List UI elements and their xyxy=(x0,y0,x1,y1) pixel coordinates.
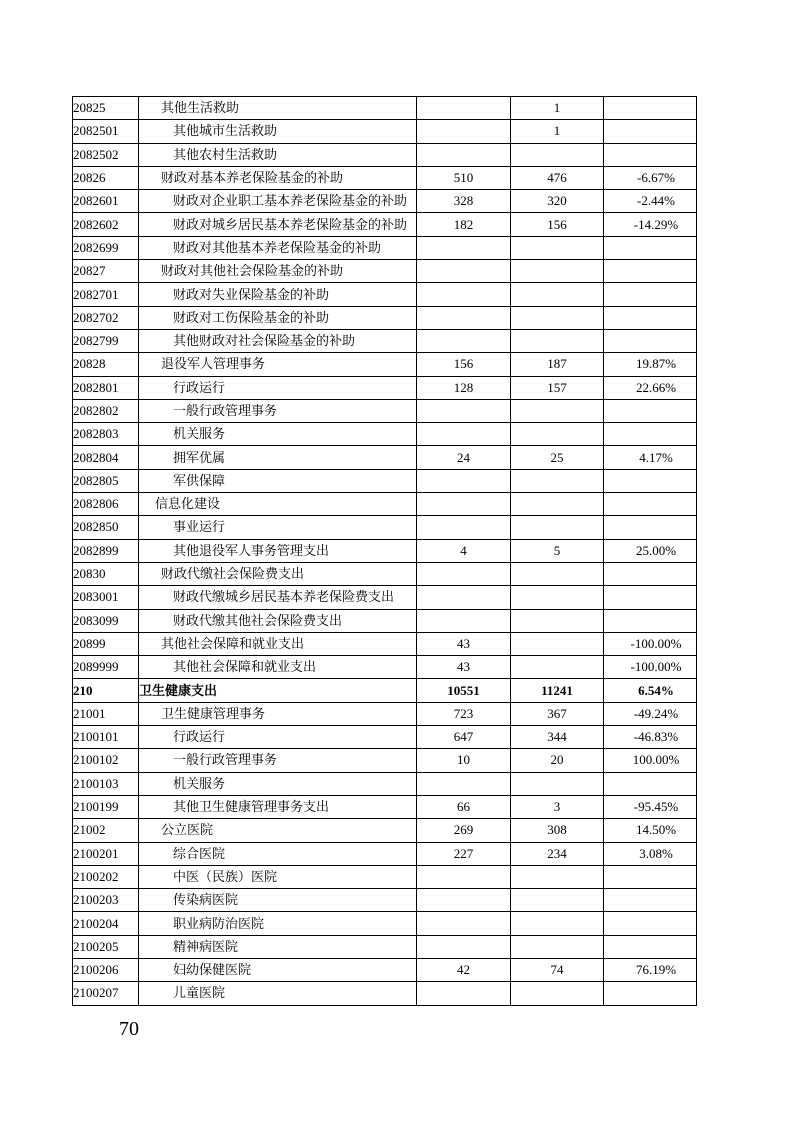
row-growth-rate: 22.66% xyxy=(604,376,697,399)
row-prev-value xyxy=(417,586,511,609)
row-growth-rate: 76.19% xyxy=(604,958,697,981)
table-row xyxy=(73,306,697,329)
table-row xyxy=(73,166,697,189)
table-row xyxy=(73,586,697,609)
row-growth-rate xyxy=(604,236,697,259)
row-code: 2082801 xyxy=(73,376,139,399)
row-code: 2082803 xyxy=(73,423,139,446)
row-growth-rate xyxy=(604,586,697,609)
row-code: 2082804 xyxy=(73,446,139,469)
row-curr-value: 25 xyxy=(511,446,604,469)
row-growth-rate: -100.00% xyxy=(604,632,697,655)
row-prev-value xyxy=(417,469,511,492)
row-name: 中医（民族）医院 xyxy=(139,865,417,888)
row-code: 2082899 xyxy=(73,539,139,562)
row-prev-value xyxy=(417,562,511,585)
table-row xyxy=(73,935,697,958)
row-prev-value xyxy=(417,516,511,539)
row-code: 20899 xyxy=(73,632,139,655)
row-curr-value xyxy=(511,935,604,958)
row-code: 2100201 xyxy=(73,842,139,865)
row-prev-value xyxy=(417,399,511,422)
row-code: 2100102 xyxy=(73,749,139,772)
table-row xyxy=(73,190,697,213)
row-prev-value: 43 xyxy=(417,632,511,655)
row-growth-rate xyxy=(604,772,697,795)
table-row xyxy=(73,493,697,516)
row-prev-value xyxy=(417,283,511,306)
row-name: 妇幼保健医院 xyxy=(139,958,417,981)
row-curr-value xyxy=(511,982,604,1005)
table-row xyxy=(73,353,697,376)
row-code: 2100204 xyxy=(73,912,139,935)
table-row xyxy=(73,236,697,259)
row-prev-value xyxy=(417,329,511,352)
table-row xyxy=(73,423,697,446)
row-code: 2089999 xyxy=(73,656,139,679)
row-prev-value xyxy=(417,772,511,795)
row-prev-value xyxy=(417,912,511,935)
row-growth-rate xyxy=(604,306,697,329)
table-row xyxy=(73,772,697,795)
row-growth-rate: 4.17% xyxy=(604,446,697,469)
row-code: 2100203 xyxy=(73,889,139,912)
row-growth-rate xyxy=(604,399,697,422)
row-curr-value: 156 xyxy=(511,213,604,236)
row-prev-value: 24 xyxy=(417,446,511,469)
row-growth-rate xyxy=(604,935,697,958)
row-prev-value xyxy=(417,423,511,446)
row-curr-value xyxy=(511,260,604,283)
row-prev-value xyxy=(417,609,511,632)
row-name: 财政对城乡居民基本养老保险基金的补助 xyxy=(139,213,417,236)
row-name: 综合医院 xyxy=(139,842,417,865)
row-prev-value: 43 xyxy=(417,656,511,679)
row-curr-value xyxy=(511,236,604,259)
row-name: 财政代缴其他社会保险费支出 xyxy=(139,609,417,632)
row-name: 其他退役军人事务管理支出 xyxy=(139,539,417,562)
row-curr-value xyxy=(511,562,604,585)
row-curr-value: 320 xyxy=(511,190,604,213)
row-code: 2082601 xyxy=(73,190,139,213)
row-name: 拥军优属 xyxy=(139,446,417,469)
row-name: 其他城市生活救助 xyxy=(139,120,417,143)
row-growth-rate: -6.67% xyxy=(604,166,697,189)
row-growth-rate: -46.83% xyxy=(604,726,697,749)
table-row xyxy=(73,376,697,399)
row-prev-value: 182 xyxy=(417,213,511,236)
row-name: 财政对工伤保险基金的补助 xyxy=(139,306,417,329)
row-growth-rate: -49.24% xyxy=(604,702,697,725)
row-curr-value: 157 xyxy=(511,376,604,399)
row-name: 退役军人管理事务 xyxy=(139,353,417,376)
row-code: 2082602 xyxy=(73,213,139,236)
budget-table-body xyxy=(73,97,697,1006)
row-code: 2082502 xyxy=(73,143,139,166)
row-code: 2083001 xyxy=(73,586,139,609)
table-row xyxy=(73,97,697,120)
table-row xyxy=(73,329,697,352)
table-row xyxy=(73,120,697,143)
row-code: 20828 xyxy=(73,353,139,376)
row-name: 儿童医院 xyxy=(139,982,417,1005)
row-prev-value xyxy=(417,260,511,283)
row-code: 20827 xyxy=(73,260,139,283)
table-row xyxy=(73,819,697,842)
row-code: 2082799 xyxy=(73,329,139,352)
row-code: 20826 xyxy=(73,166,139,189)
row-name: 其他社会保障和就业支出 xyxy=(139,632,417,655)
row-growth-rate xyxy=(604,562,697,585)
table-row xyxy=(73,446,697,469)
row-prev-value xyxy=(417,306,511,329)
row-name: 军供保障 xyxy=(139,469,417,492)
row-growth-rate xyxy=(604,260,697,283)
row-growth-rate xyxy=(604,516,697,539)
row-prev-value: 128 xyxy=(417,376,511,399)
row-curr-value xyxy=(511,609,604,632)
table-row xyxy=(73,632,697,655)
row-prev-value xyxy=(417,143,511,166)
row-name: 职业病防治医院 xyxy=(139,912,417,935)
row-name: 财政代缴社会保险费支出 xyxy=(139,562,417,585)
row-growth-rate: 14.50% xyxy=(604,819,697,842)
row-growth-rate xyxy=(604,982,697,1005)
table-row xyxy=(73,795,697,818)
row-growth-rate: 6.54% xyxy=(604,679,697,702)
row-prev-value: 156 xyxy=(417,353,511,376)
table-row xyxy=(73,842,697,865)
table-row xyxy=(73,982,697,1005)
row-curr-value xyxy=(511,632,604,655)
row-prev-value: 269 xyxy=(417,819,511,842)
row-curr-value xyxy=(511,889,604,912)
row-growth-rate: 3.08% xyxy=(604,842,697,865)
row-code: 2082805 xyxy=(73,469,139,492)
row-code: 2100205 xyxy=(73,935,139,958)
row-growth-rate: -95.45% xyxy=(604,795,697,818)
table-row xyxy=(73,539,697,562)
row-code: 2100199 xyxy=(73,795,139,818)
row-name: 财政对其他社会保险基金的补助 xyxy=(139,260,417,283)
table-row xyxy=(73,656,697,679)
row-code: 2100101 xyxy=(73,726,139,749)
row-curr-value xyxy=(511,516,604,539)
row-name: 一般行政管理事务 xyxy=(139,749,417,772)
row-code: 21002 xyxy=(73,819,139,842)
row-curr-value: 187 xyxy=(511,353,604,376)
row-code: 2100202 xyxy=(73,865,139,888)
row-curr-value: 5 xyxy=(511,539,604,562)
row-prev-value xyxy=(417,236,511,259)
row-growth-rate: 25.00% xyxy=(604,539,697,562)
row-name: 信息化建设 xyxy=(139,493,417,516)
row-curr-value: 20 xyxy=(511,749,604,772)
row-code: 210 xyxy=(73,679,139,702)
row-name: 其他农村生活救助 xyxy=(139,143,417,166)
table-row xyxy=(73,469,697,492)
row-growth-rate: -100.00% xyxy=(604,656,697,679)
table-row xyxy=(73,213,697,236)
table-row xyxy=(73,679,697,702)
row-growth-rate xyxy=(604,423,697,446)
row-code: 2100206 xyxy=(73,958,139,981)
row-name: 其他生活救助 xyxy=(139,97,417,120)
row-growth-rate xyxy=(604,889,697,912)
row-name: 其他社会保障和就业支出 xyxy=(139,656,417,679)
table-row xyxy=(73,702,697,725)
row-curr-value: 3 xyxy=(511,795,604,818)
row-growth-rate xyxy=(604,912,697,935)
row-curr-value xyxy=(511,656,604,679)
row-prev-value: 328 xyxy=(417,190,511,213)
row-name: 机关服务 xyxy=(139,423,417,446)
row-curr-value xyxy=(511,772,604,795)
row-name: 财政对失业保险基金的补助 xyxy=(139,283,417,306)
row-prev-value: 10551 xyxy=(417,679,511,702)
row-prev-value xyxy=(417,865,511,888)
row-name: 一般行政管理事务 xyxy=(139,399,417,422)
row-prev-value: 4 xyxy=(417,539,511,562)
row-growth-rate: -14.29% xyxy=(604,213,697,236)
row-name: 财政代缴城乡居民基本养老保险费支出 xyxy=(139,586,417,609)
row-name: 事业运行 xyxy=(139,516,417,539)
row-prev-value: 42 xyxy=(417,958,511,981)
row-prev-value: 647 xyxy=(417,726,511,749)
row-name: 卫生健康管理事务 xyxy=(139,702,417,725)
row-code: 20830 xyxy=(73,562,139,585)
row-name: 卫生健康支出 xyxy=(139,679,417,702)
row-prev-value: 66 xyxy=(417,795,511,818)
page-number: 70 xyxy=(119,1018,139,1040)
row-curr-value xyxy=(511,143,604,166)
row-curr-value: 476 xyxy=(511,166,604,189)
row-prev-value: 723 xyxy=(417,702,511,725)
row-name: 财政对企业职工基本养老保险基金的补助 xyxy=(139,190,417,213)
row-prev-value xyxy=(417,493,511,516)
table-row xyxy=(73,865,697,888)
row-code: 2100103 xyxy=(73,772,139,795)
row-curr-value xyxy=(511,306,604,329)
row-code: 2082699 xyxy=(73,236,139,259)
row-code: 2082501 xyxy=(73,120,139,143)
row-code: 20825 xyxy=(73,97,139,120)
row-growth-rate: -2.44% xyxy=(604,190,697,213)
row-name: 财政对基本养老保险基金的补助 xyxy=(139,166,417,189)
row-curr-value: 74 xyxy=(511,958,604,981)
row-prev-value xyxy=(417,982,511,1005)
row-growth-rate xyxy=(604,865,697,888)
table-row xyxy=(73,562,697,585)
row-prev-value: 10 xyxy=(417,749,511,772)
row-prev-value: 510 xyxy=(417,166,511,189)
row-name: 其他财政对社会保险基金的补助 xyxy=(139,329,417,352)
row-curr-value xyxy=(511,865,604,888)
row-curr-value: 308 xyxy=(511,819,604,842)
row-code: 2100207 xyxy=(73,982,139,1005)
row-name: 传染病医院 xyxy=(139,889,417,912)
table-row xyxy=(73,958,697,981)
row-prev-value xyxy=(417,889,511,912)
table-row xyxy=(73,143,697,166)
row-code: 2082806 xyxy=(73,493,139,516)
table-row xyxy=(73,516,697,539)
row-curr-value xyxy=(511,283,604,306)
row-code: 2082802 xyxy=(73,399,139,422)
row-curr-value: 367 xyxy=(511,702,604,725)
row-curr-value xyxy=(511,469,604,492)
row-curr-value xyxy=(511,399,604,422)
row-prev-value xyxy=(417,97,511,120)
row-curr-value xyxy=(511,423,604,446)
row-growth-rate xyxy=(604,329,697,352)
row-curr-value: 234 xyxy=(511,842,604,865)
row-name: 其他卫生健康管理事务支出 xyxy=(139,795,417,818)
row-name: 财政对其他基本养老保险基金的补助 xyxy=(139,236,417,259)
table-row xyxy=(73,260,697,283)
row-growth-rate: 100.00% xyxy=(604,749,697,772)
row-code: 2083099 xyxy=(73,609,139,632)
row-curr-value: 1 xyxy=(511,97,604,120)
table-row xyxy=(73,912,697,935)
budget-table xyxy=(72,96,697,1006)
row-curr-value xyxy=(511,586,604,609)
row-prev-value: 227 xyxy=(417,842,511,865)
table-row xyxy=(73,749,697,772)
row-growth-rate xyxy=(604,120,697,143)
row-growth-rate xyxy=(604,97,697,120)
table-row xyxy=(73,399,697,422)
row-curr-value: 1 xyxy=(511,120,604,143)
table-row xyxy=(73,889,697,912)
row-name: 行政运行 xyxy=(139,376,417,399)
row-growth-rate xyxy=(604,493,697,516)
row-growth-rate xyxy=(604,143,697,166)
row-growth-rate xyxy=(604,283,697,306)
row-curr-value xyxy=(511,329,604,352)
row-code: 2082702 xyxy=(73,306,139,329)
row-growth-rate: 19.87% xyxy=(604,353,697,376)
row-name: 行政运行 xyxy=(139,726,417,749)
row-code: 21001 xyxy=(73,702,139,725)
table-row xyxy=(73,609,697,632)
table-row xyxy=(73,726,697,749)
row-name: 机关服务 xyxy=(139,772,417,795)
row-prev-value xyxy=(417,935,511,958)
row-curr-value xyxy=(511,912,604,935)
row-curr-value: 344 xyxy=(511,726,604,749)
row-code: 2082701 xyxy=(73,283,139,306)
row-curr-value: 11241 xyxy=(511,679,604,702)
row-growth-rate xyxy=(604,469,697,492)
row-code: 2082850 xyxy=(73,516,139,539)
row-prev-value xyxy=(417,120,511,143)
row-name: 精神病医院 xyxy=(139,935,417,958)
row-name: 公立医院 xyxy=(139,819,417,842)
row-curr-value xyxy=(511,493,604,516)
row-growth-rate xyxy=(604,609,697,632)
table-row xyxy=(73,283,697,306)
